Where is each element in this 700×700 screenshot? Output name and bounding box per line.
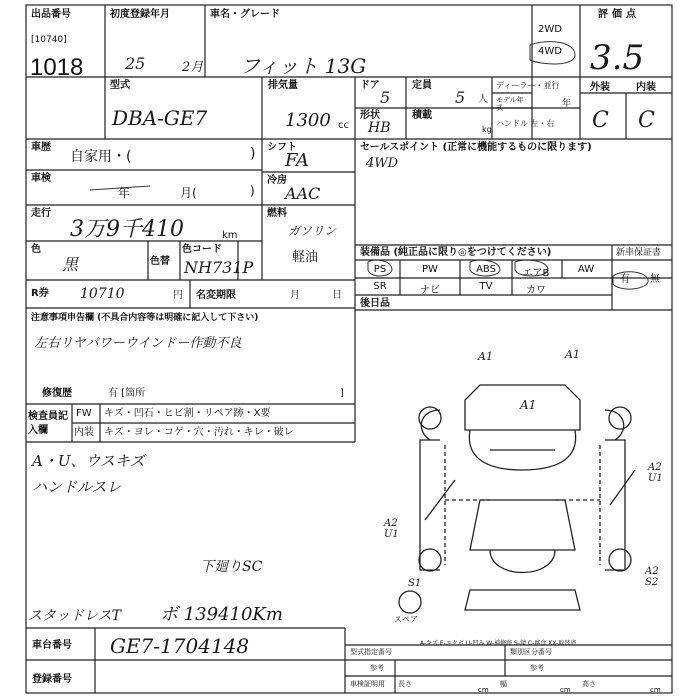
car-name: フィット 13G bbox=[240, 54, 367, 78]
shift-label: シフト bbox=[267, 142, 297, 153]
damage-mark-a1-roof: A1 bbox=[520, 398, 537, 412]
width-label: 幅 bbox=[500, 680, 507, 688]
color-code-label: 色コード bbox=[182, 244, 222, 255]
damage-mark-rear-right: A2 S2 bbox=[645, 566, 659, 588]
history-close: ) bbox=[250, 146, 256, 162]
chassis-number: GE7-1704148 bbox=[110, 634, 250, 658]
drive-4wd: 4WD bbox=[538, 46, 562, 57]
damage-mark-rear-left: S1 bbox=[408, 578, 422, 589]
inspector-note-3: 下廻りSC bbox=[200, 559, 263, 575]
r-ticket-label: R券 bbox=[31, 288, 49, 299]
repair-close: ] bbox=[340, 388, 344, 399]
later-items-label: 後日品 bbox=[360, 298, 390, 309]
inspector-note-4: スタッドレスT bbox=[28, 608, 121, 624]
sales-point-label: セールスポイント (正常に機能するものに限ります) bbox=[360, 142, 592, 153]
inspection-year: 年 bbox=[118, 186, 131, 200]
displacement: 1300 bbox=[285, 110, 331, 131]
category-ref: 参考 bbox=[530, 664, 544, 672]
load-label: 積載 bbox=[412, 110, 432, 121]
fw-label: FW bbox=[76, 408, 92, 419]
color-value: 黒 bbox=[62, 255, 79, 274]
height-unit: cm bbox=[650, 686, 661, 694]
shift-value: FA bbox=[285, 150, 309, 171]
damage-mark-a1-right: A1 bbox=[565, 348, 580, 361]
registration-label: 登録番号 bbox=[32, 674, 72, 685]
equip-pw: PW bbox=[422, 264, 438, 275]
yen-unit: 円 bbox=[173, 290, 183, 301]
score: 3.5 bbox=[590, 38, 645, 78]
fuel-diesel: 軽油 bbox=[292, 250, 319, 265]
category-label: 類別区分番号 bbox=[510, 648, 552, 656]
displacement-label: 排気量 bbox=[268, 80, 298, 91]
capacity-label: 定員 bbox=[412, 80, 432, 91]
chassis-label: 車台番号 bbox=[32, 640, 72, 651]
name-change-label: 名変期限 bbox=[196, 290, 236, 301]
mileage-label: 走行 bbox=[31, 208, 51, 219]
car-name-label: 車名・グレード bbox=[210, 9, 280, 20]
interior-grade: C bbox=[638, 108, 655, 133]
inspector-note-5: ボ 139410Km bbox=[160, 604, 283, 625]
sales-point-value: 4WD bbox=[366, 156, 399, 171]
caution-label: 注意事項申告欄 (不具合内容等は明確に記入して下さい) bbox=[31, 313, 259, 323]
doors-label: ドア bbox=[360, 80, 380, 91]
lot-sub: [10740] bbox=[31, 35, 67, 45]
equip-sr: SR bbox=[373, 281, 387, 292]
equip-aw: AW bbox=[577, 264, 595, 275]
model: DBA-GE7 bbox=[112, 106, 208, 130]
handle-label: ハンドル 左・右 bbox=[496, 119, 555, 128]
length-unit: cm bbox=[478, 686, 489, 694]
equip-leather: カワ bbox=[526, 285, 546, 296]
year-unit: 年 bbox=[562, 99, 572, 109]
damage-mark-left-door: A2 U1 bbox=[384, 518, 399, 540]
equip-tv: TV bbox=[479, 281, 493, 292]
equip-abs: ABS bbox=[476, 264, 496, 275]
damage-legend: A-キズ E-エクボ U-凹み W-補修跡 S-錆 C-腐食 XX-取替済 bbox=[420, 640, 577, 647]
color-code: NH731P bbox=[184, 258, 254, 277]
interior-items: キズ・ヨレ・コゲ・穴・汚れ・キレ・破レ bbox=[104, 427, 294, 438]
mileage-unit: km bbox=[222, 230, 238, 241]
r-ticket: 10710 bbox=[80, 286, 125, 302]
equip-navi: ナビ bbox=[420, 285, 440, 296]
caution-text: 左右リヤパワーウインドー作動不良 bbox=[34, 336, 242, 351]
width-unit: cm bbox=[560, 686, 571, 694]
first-reg-month: 2月 bbox=[182, 60, 204, 75]
fw-items: キズ・凹石・ヒビ割・リペア跡・X要 bbox=[104, 408, 271, 419]
history-value: 自家用・( bbox=[70, 149, 132, 165]
interior-note-label: 内装 bbox=[74, 427, 94, 438]
inspector-note-1: A・U、ウスキズ bbox=[32, 452, 145, 470]
damage-mark-right-door: A2 U1 bbox=[648, 462, 663, 484]
doors: 5 bbox=[380, 88, 391, 107]
color-label: 色 bbox=[31, 244, 41, 255]
load-unit: kg bbox=[482, 125, 492, 134]
length-label: 長さ bbox=[398, 680, 412, 688]
color-change-label: 色替 bbox=[150, 256, 170, 267]
name-change-day: 日 bbox=[332, 290, 342, 301]
equip-airbag: エアB bbox=[522, 268, 550, 279]
warranty-yes: 有 bbox=[620, 274, 630, 285]
warranty-label: 新車保証書 bbox=[616, 248, 662, 258]
repair-value: 有 [箇所 bbox=[108, 388, 146, 399]
warranty-no: 無 bbox=[650, 274, 660, 285]
ac-value: AAC bbox=[285, 184, 321, 203]
inspector-label: 検査員記入欄 bbox=[28, 411, 68, 436]
dealer-label: ディーラー・並行 bbox=[496, 81, 560, 90]
spare-label: スペア bbox=[394, 615, 418, 624]
ac-label: 冷房 bbox=[267, 175, 287, 186]
vehicle-cert-label: 車検証明用 bbox=[350, 680, 385, 688]
type-cert-ref: 参考 bbox=[370, 664, 384, 672]
shape-label: 形状 bbox=[360, 110, 380, 121]
model-year-label: モデル年式 bbox=[496, 96, 524, 112]
height-label: 高さ bbox=[582, 680, 596, 688]
lot-label: 出品番号 bbox=[31, 9, 71, 20]
drive-2wd: 2WD bbox=[538, 24, 562, 35]
history-label: 車歴 bbox=[31, 142, 51, 153]
first-reg-year: 25 bbox=[125, 54, 146, 73]
exterior-grade: C bbox=[592, 108, 609, 133]
capacity-unit: 人 bbox=[478, 94, 488, 105]
score-label: 評価点 bbox=[598, 9, 640, 20]
mileage: 3万9千410 bbox=[70, 217, 184, 242]
inspector-note-2: ハンドルスレ bbox=[32, 478, 122, 496]
fuel-label: 燃料 bbox=[267, 208, 287, 219]
displacement-unit: cc bbox=[338, 120, 349, 131]
inspection-label: 車検 bbox=[31, 173, 51, 184]
equip-ps: PS bbox=[373, 264, 387, 275]
capacity: 5 bbox=[455, 88, 466, 107]
repair-label: 修復歴 bbox=[42, 388, 72, 399]
model-label: 型式 bbox=[110, 80, 130, 91]
exterior-label: 外装 bbox=[590, 82, 610, 93]
lot-number: 1018 bbox=[30, 54, 84, 81]
interior-label: 内装 bbox=[636, 82, 656, 93]
damage-mark-a1-left: A1 bbox=[478, 350, 493, 363]
equipment-label: 装備品 (純正品に限り◎をつけてください) bbox=[360, 247, 552, 258]
first-reg-label: 初度登録年月 bbox=[110, 9, 170, 20]
inspection-close: ) bbox=[250, 184, 255, 198]
shape: HB bbox=[368, 120, 391, 136]
type-cert-label: 型式指定番号 bbox=[350, 648, 392, 656]
fuel-gasoline: ガソリン bbox=[288, 224, 337, 238]
name-change-month: 月 bbox=[290, 290, 300, 301]
inspection-month: 月( bbox=[180, 186, 197, 200]
